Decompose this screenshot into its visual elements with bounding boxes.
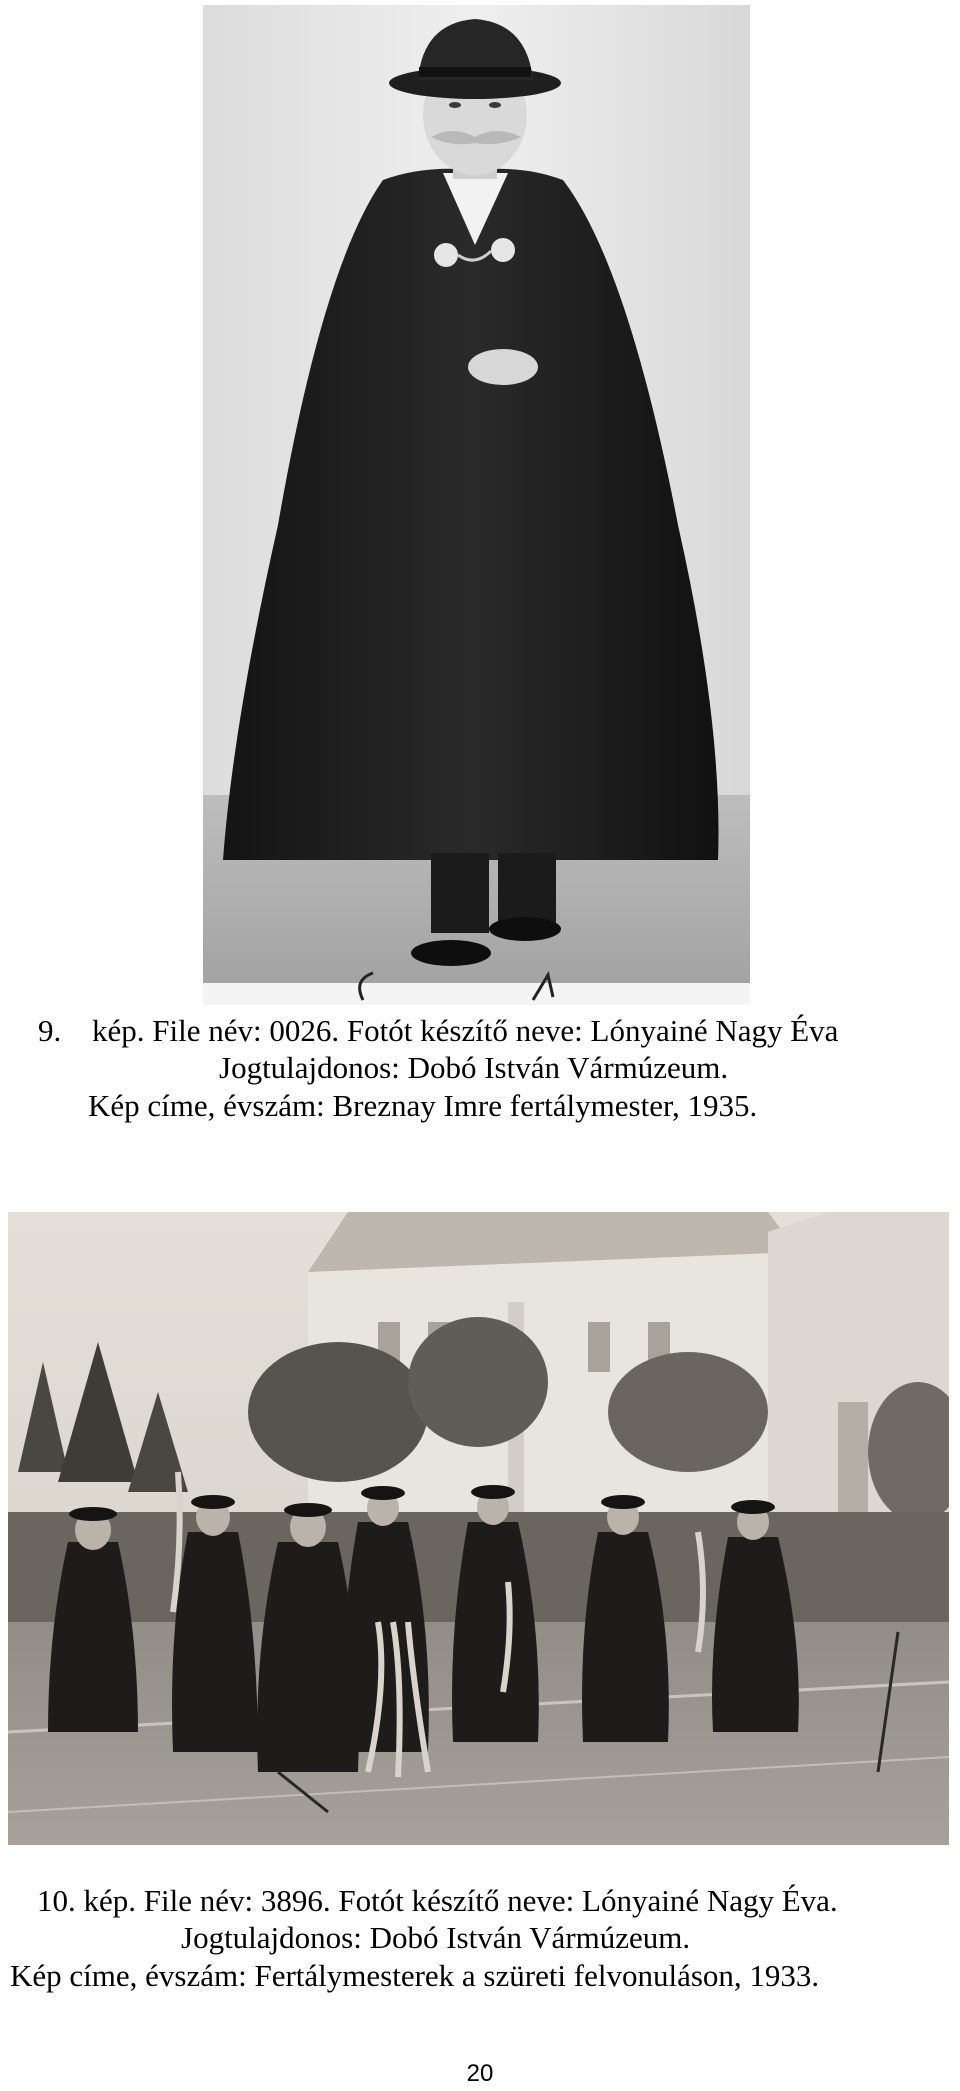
caption-line-3: Kép címe, évszám: Fertálymesterek a szüreti felvonuláson, 1933. (10, 1958, 820, 1993)
caption-line-1 (38, 1012, 838, 1050)
caption-text: kép. File név: 0026. Fotót készítő neve: Lónyainé Nagy Éva (92, 1013, 839, 1048)
figure-number: 9. (38, 1013, 62, 1048)
caption-line-3: Kép címe, évszám: Breznay Imre fertálymester, 1935. (88, 1088, 758, 1123)
caption-line-2: Jogtulajdonos: Dobó István Vármúzeum. (219, 1050, 729, 1085)
caption-line-2: Jogtulajdonos: Dobó István Vármúzeum. (181, 1920, 691, 1955)
photo-portrait (203, 5, 750, 1005)
photo-procession (8, 1212, 949, 1845)
caption-line-1: 10. kép. File név: 3896. Fotót készítő neve: Lónyainé Nagy Éva. (37, 1883, 838, 1918)
page-number: 20 (466, 2060, 494, 2087)
